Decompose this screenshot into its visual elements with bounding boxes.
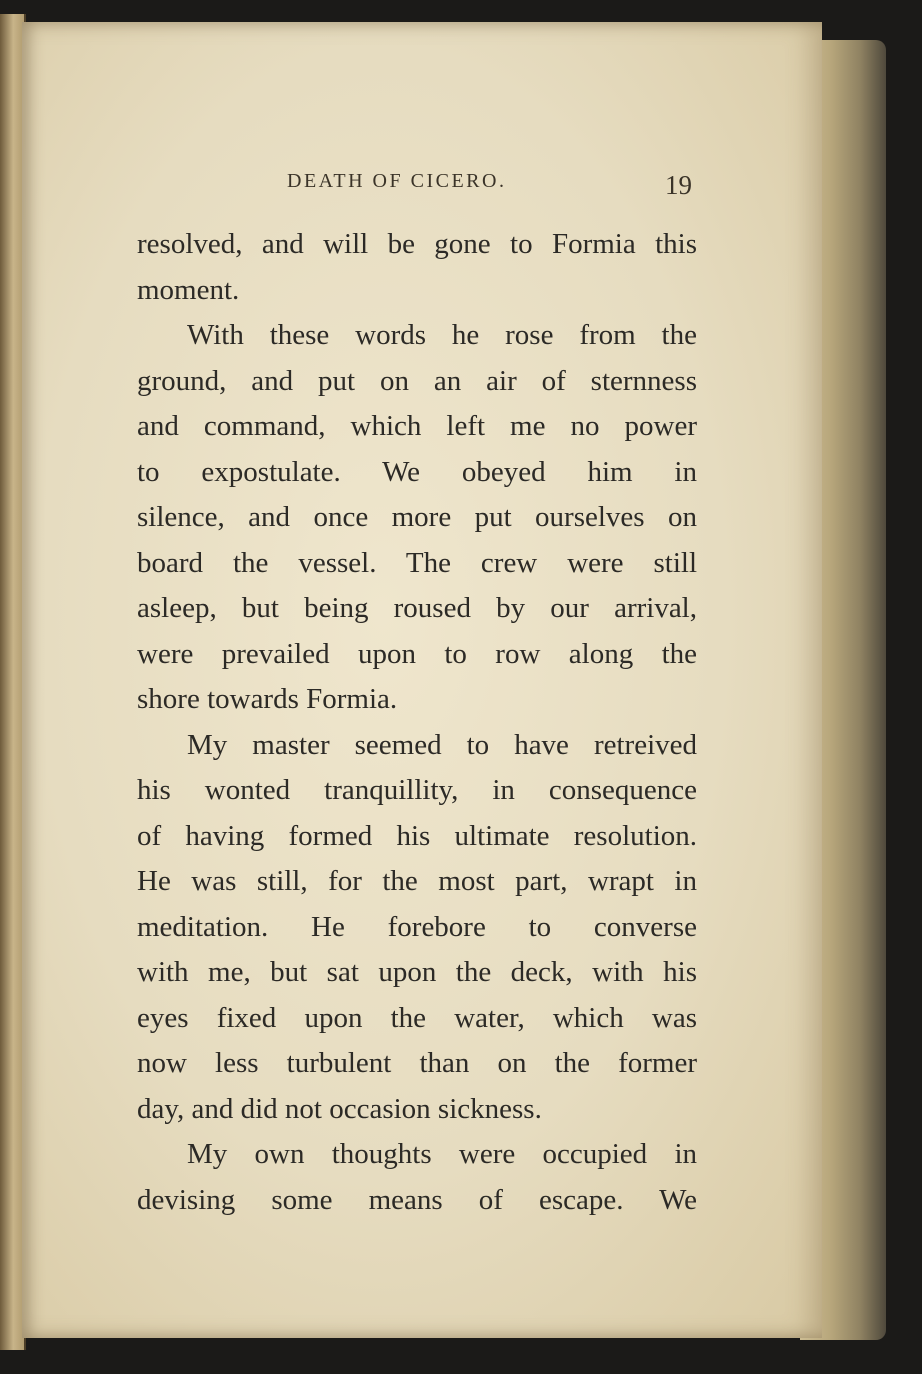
text-line: and command, which left me no power xyxy=(137,410,697,442)
text-line: with me, but sat upon the deck, with his xyxy=(137,956,697,988)
text-line: to expostulate. We obeyed him in xyxy=(137,455,697,488)
text-line: were prevailed upon to row along the xyxy=(137,637,697,670)
running-head: DEATH OF CICERO. xyxy=(287,170,507,192)
book-page xyxy=(22,22,822,1338)
text-line: moment. xyxy=(137,273,240,306)
text-line: asleep, but being roused by our arrival, xyxy=(137,592,697,624)
text-line: He was still, for the most part, wrapt in xyxy=(137,865,697,897)
text-line: shore towards Formia. xyxy=(137,683,398,715)
text-line: board the vessel. The crew were still xyxy=(137,546,697,579)
text-line: eyes fixed upon the water, which was xyxy=(137,1001,697,1034)
text-line: resolved, and will be gone to Formia this xyxy=(137,228,697,260)
text-line: With these words he rose from the xyxy=(187,319,697,351)
text-line: now less turbulent than on the former xyxy=(137,1047,697,1079)
text-line: his wonted tranquillity, in consequence xyxy=(137,774,697,806)
text-line: meditation. He forebore to converse xyxy=(137,910,697,943)
text-line: My master seemed to have retreived xyxy=(187,728,697,761)
text-line: My own thoughts were occupied in xyxy=(187,1138,697,1170)
text-line: silence, and once more put ourselves on xyxy=(137,501,697,533)
text-line: devising some means of escape. We xyxy=(137,1183,697,1216)
body-text xyxy=(137,222,697,1223)
text-line: of having formed his ultimate resolution. xyxy=(137,819,697,852)
text-line: ground, and put on an air of sternness xyxy=(137,364,697,397)
text-line: day, and did not occasion sickness. xyxy=(137,1092,542,1125)
page-number: 19 xyxy=(665,170,692,200)
